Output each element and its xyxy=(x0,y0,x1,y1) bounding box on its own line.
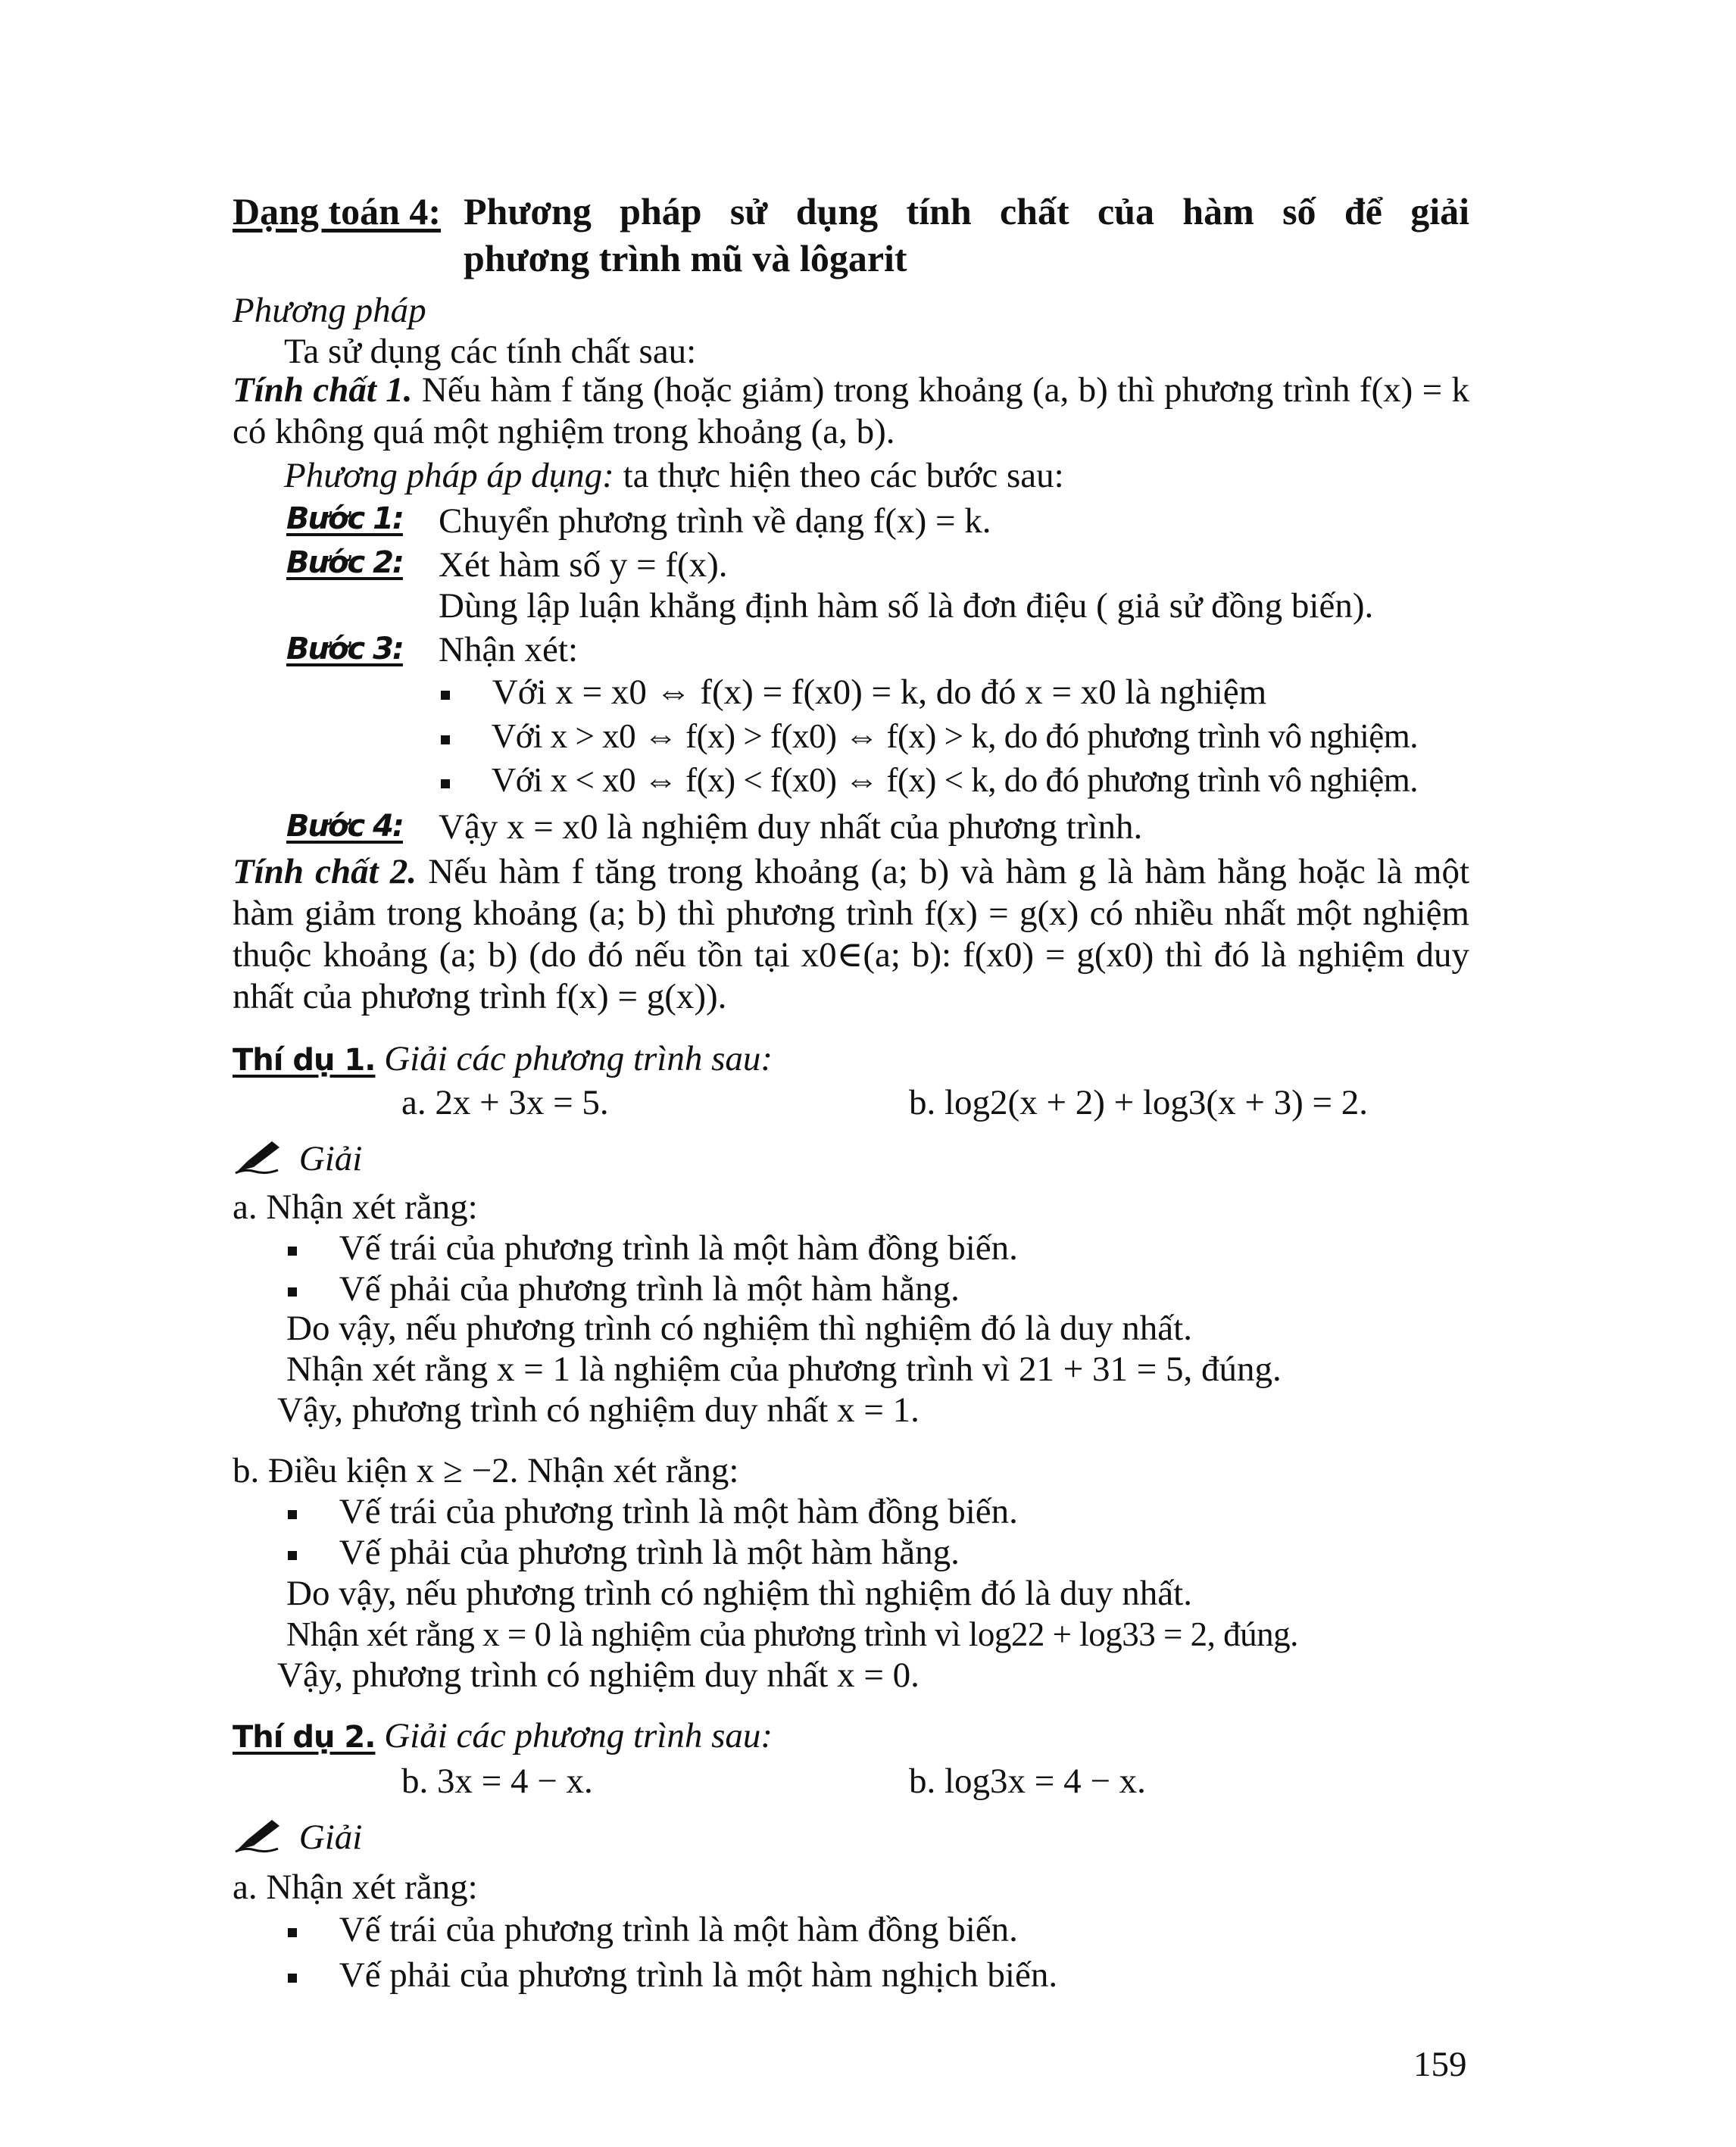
property-1-label: Tính chất 1. xyxy=(233,370,413,410)
solution-1b-bullet-1: Vế trái của phương trình là một hàm đồng biến. xyxy=(288,1490,1018,1533)
solution-1a-line-2: Nhận xét rằng x = 1 là nghiệm của phương trình vì 21 + 31 = 5, đúng. xyxy=(286,1350,1282,1389)
solution-1b-intro: b. Điều kiện x ≥ −2. Nhận xét rằng: xyxy=(233,1451,739,1490)
property-2 xyxy=(233,851,1469,1018)
method-heading: Phương pháp xyxy=(233,291,426,330)
bullet-icon xyxy=(288,1510,297,1519)
example-1-b: b. log2(x + 2) + log3(x + 3) = 2. xyxy=(909,1083,1368,1122)
solution-2a-bullet-2: Vế phải của phương trình là một hàm nghịch biến. xyxy=(288,1954,1057,1996)
solution-2a-bullet-1: Vế trái của phương trình là một hàm đồng biến. xyxy=(288,1908,1018,1951)
bullet-icon xyxy=(441,779,450,788)
solution-2-heading: Giải xyxy=(233,1816,362,1865)
step-3-bullet-2: Với x > x0 ⇔ f(x) > f(x0) ⇔ f(x) > k, do đó phương trình vô nghiệm. xyxy=(441,715,1418,757)
step-3-text: Nhận xét: xyxy=(439,630,579,669)
step-3-label: Bước 3: xyxy=(286,632,403,666)
section-title-label: Dạng toán 4: xyxy=(233,190,442,232)
bullet-icon xyxy=(441,735,450,744)
solution-1b-bullet-2: Vế phải của phương trình là một hàm hằng. xyxy=(288,1531,960,1574)
solution-1a-line-1: Do vậy, nếu phương trình có nghiệm thì nghiệm đó là duy nhất. xyxy=(286,1309,1192,1348)
solution-1a-intro: a. Nhận xét rằng: xyxy=(233,1187,478,1227)
example-2-heading: Thí dụ 2. Giải các phương trình sau: xyxy=(233,1716,773,1755)
solution-1a-bullet-2: Vế phải của phương trình là một hàm hằng. xyxy=(288,1268,960,1310)
section-title-line2: phương trình mũ và lôgarit xyxy=(464,237,907,279)
method-intro: Ta sử dụng các tính chất sau: xyxy=(284,332,697,371)
bullet-icon xyxy=(288,1247,297,1256)
bullet-icon xyxy=(441,691,450,700)
property-2-text: Nếu hàm f tăng trong khoảng (a; b) và hàm g là hàm hằng hoặc là một hàm giảm trong khoảng (a; b) thì phương trình f(x) = g(x) có nhiều nhất một nghiệm thuộc khoảng (a; b) (do đó nếu tồn tại x0∈(a; b): f(x0) = g(x0) thì đó là nghiệm duy nhất của phương trình f(x) = g(x)). xyxy=(233,852,1469,1016)
solution-1-heading: Giải xyxy=(233,1137,362,1186)
example-2-label: Thí dụ 2. xyxy=(233,1720,376,1755)
section-title-line1: Phương pháp sử dụng tính chất của hàm số để giải xyxy=(464,190,1469,232)
example-1-heading: Thí dụ 1. Giải các phương trình sau: xyxy=(233,1039,773,1078)
step-1-text: Chuyển phương trình về dạng f(x) = k. xyxy=(439,501,991,541)
step-3-bullet-1: Với x = x0 ⇔ f(x) = f(x0) = k, do đó x = x0 là nghiệm xyxy=(441,671,1266,713)
property-1 xyxy=(233,370,1469,453)
page-number: 159 xyxy=(1413,2045,1467,2084)
solution-1a-line-3: Vậy, phương trình có nghiệm duy nhất x = 1. xyxy=(277,1390,920,1430)
example-1-a: a. 2x + 3x = 5. xyxy=(401,1083,609,1122)
bullet-icon xyxy=(288,1287,297,1297)
solution-2a-intro: a. Nhận xét rằng: xyxy=(233,1868,478,1907)
pencil-writing-icon xyxy=(233,1138,286,1186)
example-2-a: b. 3x = 4 − x. xyxy=(401,1762,593,1801)
pencil-writing-icon xyxy=(233,1817,286,1865)
step-1-label: Bước 1: xyxy=(286,501,403,536)
solution-1a-bullet-1: Vế trái của phương trình là một hàm đồng biến. xyxy=(288,1227,1018,1269)
property-2-label: Tính chất 2. xyxy=(233,852,417,891)
step-4-label: Bước 4: xyxy=(286,809,403,844)
bullet-icon xyxy=(288,1928,297,1937)
bullet-icon xyxy=(288,1551,297,1560)
property-1-text: Nếu hàm f tăng (hoặc giảm) trong khoảng (a, b) thì phương trình f(x) = k có không quá một nghiệm trong khoảng (a, b). xyxy=(233,370,1469,451)
bullet-icon xyxy=(288,1974,297,1983)
example-1-label: Thí dụ 1. xyxy=(233,1043,376,1078)
solution-1b-line-2: Nhận xét rằng x = 0 là nghiệm của phương trình vì log22 + log33 = 2, đúng. xyxy=(286,1615,1298,1653)
step-2-text: Xét hàm số y = f(x). xyxy=(439,545,728,585)
apply-method: Phương pháp áp dụng: ta thực hiện theo các bước sau: xyxy=(284,456,1064,495)
solution-1b-line-1: Do vậy, nếu phương trình có nghiệm thì nghiệm đó là duy nhất. xyxy=(286,1574,1192,1613)
step-2-label: Bước 2: xyxy=(286,545,403,580)
example-2-b: b. log3x = 4 − x. xyxy=(909,1762,1146,1801)
step-2-text2: Dùng lập luận khẳng định hàm số là đơn điệu ( giả sử đồng biến). xyxy=(439,586,1374,626)
step-4-text: Vậy x = x0 là nghiệm duy nhất của phương trình. xyxy=(439,807,1143,847)
solution-1b-line-3: Vậy, phương trình có nghiệm duy nhất x = 0. xyxy=(277,1655,920,1695)
step-3-bullet-3: Với x < x0 ⇔ f(x) < f(x0) ⇔ f(x) < k, do đó phương trình vô nghiệm. xyxy=(441,759,1418,801)
